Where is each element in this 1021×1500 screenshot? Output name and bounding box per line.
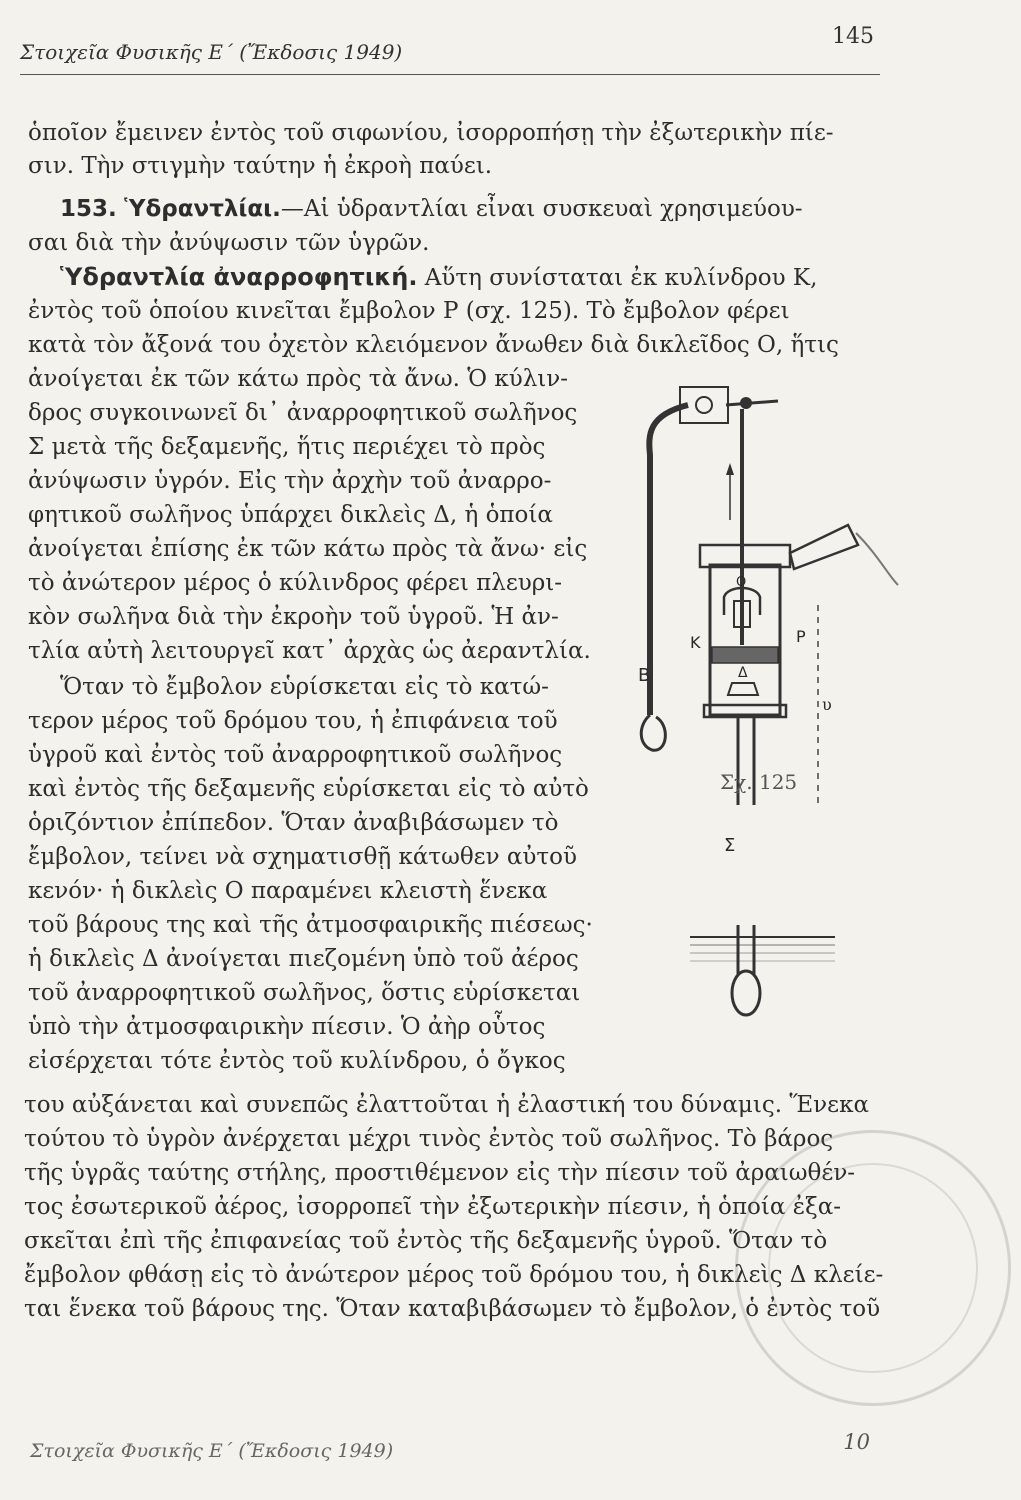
text-line: ὁριζόντιον ἐπίπεδον. Ὅταν ἀναβιβάσωμεν τὸ — [28, 810, 559, 836]
label-o: Ο — [736, 575, 747, 590]
label-p: Ρ — [796, 627, 806, 646]
text-line: ἐντὸς τοῦ ὁποίου κινεῖται ἔμβολον Ρ (σχ. 125). Τὸ ἔμβολον φέρει — [28, 298, 790, 324]
text-line: ται ἕνεκα τοῦ βάρους της. Ὅταν καταβιβάσωμεν τὸ ἔμβολον, ὁ ἐντὸς τοῦ — [24, 1296, 881, 1322]
library-stamp — [735, 1130, 1011, 1406]
page-footer — [30, 1430, 890, 1470]
section-number: 153. — [60, 196, 117, 222]
footer-title: Στοιχεῖα Φυσικῆς Ε΄ (Ἔκδοσις 1949) — [30, 1440, 394, 1462]
text-line: ἡ δικλεὶς Δ ἀνοίγεται πιεζομένη ὑπὸ τοῦ ἀέρος — [28, 946, 579, 972]
text-line: ἀνύψωσιν ὑγρόν. Εἰς τὴν ἀρχὴν τοῦ ἀναρρο- — [28, 468, 552, 494]
page-number: 145 — [832, 24, 874, 49]
text-line: ἔμβολον, τείνει νὰ σχηματισθῇ κάτωθεν αὐτοῦ — [28, 844, 577, 870]
text-line: Σ μετὰ τῆς δεξαμενῆς, ἥτις περιέχει τὸ πρὸς — [28, 434, 546, 460]
text-line: ὁποῖον ἔμεινεν ἐντὸς τοῦ σιφωνίου, ἰσορροπήσῃ τὴν ἐξωτερικὴν πίε- — [28, 120, 834, 146]
text-line: ἀνοίγεται ἐκ τῶν κάτω πρὸς τὰ ἄνω. Ὁ κύλιν- — [28, 366, 569, 392]
section-153 — [60, 194, 803, 224]
pump-figure — [608, 365, 908, 856]
subsection-line — [60, 262, 817, 293]
text-line: κὸν σωλῆνα διὰ τὴν ἐκροὴν τοῦ ὑγροῦ. Ἡ ἀν- — [28, 604, 559, 630]
text-line: τερον μέρος τοῦ δρόμου του, ἡ ἐπιφάνεια τοῦ — [28, 708, 558, 734]
label-k: Κ — [690, 633, 701, 652]
text-line: τοῦ ἀναρροφητικοῦ σωλῆνος, ὅστις εὑρίσκεται — [28, 980, 581, 1006]
text-line: τοῦ βάρους της καὶ τῆς ἀτμοσφαιρικῆς πιέσεως· — [28, 912, 593, 938]
pump-diagram — [608, 365, 908, 805]
subsection-text: Αὕτη συνίσταται ἐκ κυλίνδρου Κ, — [424, 265, 818, 291]
text-line: κατὰ τὸν ἄξονά του ὀχετὸν κλειόμενον ἄνωθεν διὰ δικλεῖδος Ο, ἥτις — [28, 332, 839, 358]
text-line: τῆς ὑγρᾶς ταύτης στήλης, προστιθέμενον εἰς τὴν πίεσιν τοῦ ἀραιωθέν- — [24, 1160, 856, 1186]
text-line: τὸ ἀνώτερον μέρος ὁ κύλινδρος φέρει πλευρι- — [28, 570, 563, 596]
text-line: σαι διὰ τὴν ἀνύψωσιν τῶν ὑγρῶν. — [28, 230, 430, 256]
footer-signature: 10 — [843, 1430, 870, 1454]
text-line: ὑγροῦ καὶ ἐντὸς τοῦ ἀναρροφητικοῦ σωλῆνος — [28, 742, 563, 768]
text-line: τλία αὐτὴ λειτουργεῖ κατ᾿ ἀρχὰς ὡς ἀεραντλία. — [28, 638, 591, 664]
text-line: ἀνοίγεται ἐπίσης ἐκ τῶν κάτω πρὸς τὰ ἄνω· εἰς — [28, 536, 588, 562]
label-sigma: Σ — [724, 835, 736, 856]
reservoir-drawing — [690, 925, 840, 1035]
text-line: καὶ ἐντὸς τῆς δεξαμενῆς εὑρίσκεται εἰς τὸ αὐτὸ — [28, 776, 589, 802]
figure-caption: Σχ. 125 — [720, 770, 798, 794]
text-line: κενόν· ἡ δικλεὶς Ο παραμένει κλειστὴ ἕνεκα — [28, 878, 548, 904]
running-header — [20, 22, 880, 75]
subsection-heading: Ὑδραντλία ἀναρροφητική. — [60, 263, 418, 291]
label-delta: Δ — [738, 665, 748, 681]
text-line: ἔμβολον φθάσῃ εἰς τὸ ἀνώτερον μέρος τοῦ δρόμου του, ἡ δικλεὶς Δ κλείε- — [24, 1262, 884, 1288]
label-b: Β — [638, 665, 651, 686]
text-line: τούτου τὸ ὑγρὸν ἀνέρχεται μέχρι τινὸς ἐντὸς τοῦ σωλῆνος. Τὸ βάρος — [24, 1126, 834, 1152]
section-text: —Αἱ ὑδραντλίαι εἶναι συσκευαὶ χρησιμεύου- — [280, 196, 803, 222]
header-title: Στοιχεῖα Φυσικῆς Ε΄ (Ἔκδοσις 1949) — [20, 40, 403, 64]
section-heading: Ὑδραντλίαι. — [124, 196, 281, 222]
text-line: σκεῖται ἐπὶ τῆς ἐπιφανείας τοῦ ἐντὸς τῆς δεξαμενῆς ὑγροῦ. Ὅταν τὸ — [24, 1228, 828, 1254]
text-line: σιν. Τὴν στιγμὴν ταύτην ἡ ἐκροὴ παύει. — [28, 153, 493, 179]
text-line: εἰσέρχεται τότε ἐντὸς τοῦ κυλίνδρου, ὁ ὄγκος — [28, 1048, 566, 1074]
text-line: Ὅταν τὸ ἔμβολον εὑρίσκεται εἰς τὸ κατώ- — [60, 674, 549, 700]
text-line: δρος συγκοινωνεῖ δι᾿ ἀναρροφητικοῦ σωλῆνος — [28, 400, 578, 426]
text-line: φητικοῦ σωλῆνος ὑπάρχει δικλεὶς Δ, ἡ ὁποία — [28, 502, 553, 528]
label-upsilon: υ — [822, 695, 832, 714]
text-line: του αὐξάνεται καὶ συνεπῶς ἐλαττοῦται ἡ ἐλαστική του δύναμις. Ἕνεκα — [24, 1092, 869, 1118]
text-line: τος ἐσωτερικοῦ ἀέρος, ἰσορροπεῖ τὴν ἐξωτερικὴν πίεσιν, ἡ ὁποία ἐξα- — [24, 1194, 842, 1220]
text-line: ὑπὸ τὴν ἀτμοσφαιρικὴν πίεσιν. Ὁ ἀὴρ οὗτος — [28, 1014, 546, 1040]
